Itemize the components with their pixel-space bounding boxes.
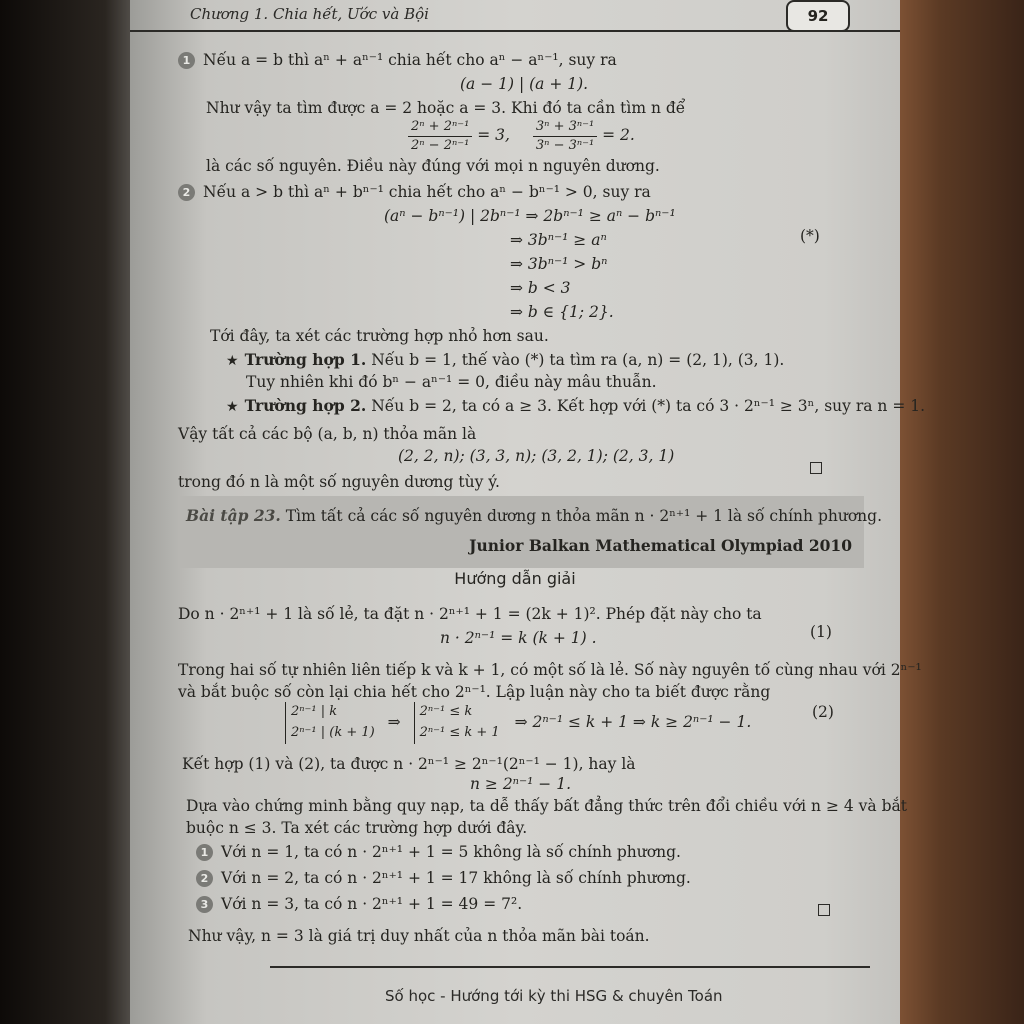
exercise-source: Junior Balkan Mathematical Olympiad 2010: [469, 536, 852, 555]
page-header: [130, 0, 900, 32]
exercise-box: [178, 496, 882, 568]
case2-chain-1: ⇒ 3bⁿ⁻¹ ≥ aⁿ: [510, 231, 607, 249]
case1-fractions: $\frac{\text{2ⁿ + 2ⁿ⁻¹}}{\text{2ⁿ − 2ⁿ⁻¹}}$ = 3, $\frac{\text{3ⁿ + 3ⁿ⁻¹}}{\text{3ⁿ − 3ⁿ⁻¹}}$ = 2.: [408, 118, 635, 154]
subcase-1-line2: Tuy nhiên khi đó bⁿ − aⁿ⁻¹ = 0, điều này mâu thuẫn.: [246, 373, 657, 391]
case1-line1: 1 Nếu a = b thì aⁿ + aⁿ⁻¹ chia hết cho aⁿ − aⁿ⁻¹, suy ra: [178, 50, 617, 71]
case1-line3: là các số nguyên. Điều này đúng với mọi n nguyên dương.: [206, 157, 660, 175]
book-page: [130, 0, 926, 1024]
case1-number: 1: [178, 52, 195, 69]
case2-chain-2: ⇒ 3bⁿ⁻¹ > bⁿ: [510, 255, 608, 273]
case2-tag: (*): [800, 227, 820, 245]
fraction-1: $\frac{\text{2ⁿ + 2ⁿ⁻¹}}{\text{2ⁿ − 2ⁿ⁻¹}}$: [408, 118, 472, 154]
case2-line2: Tới đây, ta xét các trường hợp nhỏ hơn sau.: [210, 327, 549, 345]
case2-result: (2, 2, n); (3, 3, n); (3, 2, 1); (2, 3, 1): [398, 447, 675, 465]
fraction-2: $\frac{\text{3ⁿ + 3ⁿ⁻¹}}{\text{3ⁿ − 3ⁿ⁻¹}}$: [533, 118, 597, 154]
case2-line3: Vậy tất cả các bộ (a, b, n) thỏa mãn là: [178, 425, 477, 443]
solution-eq1: n · 2ⁿ⁻¹ = k (k + 1) .: [440, 629, 597, 647]
solution-line1: Do n · 2ⁿ⁺¹ + 1 là số lẻ, ta đặt n · 2ⁿ⁺¹ + 1 = (2k + 1)². Phép đặt này cho ta: [178, 605, 762, 623]
chapter-title: Chương 1. Chia hết, Ước và Bội: [190, 5, 429, 23]
case2-line1: 2 Nếu a > b thì aⁿ + bⁿ⁻¹ chia hết cho aⁿ − bⁿ⁻¹ > 0, suy ra: [178, 182, 651, 203]
solution-case-1: 1 Với n = 1, ta có n · 2ⁿ⁺¹ + 1 = 5 không là số chính phương.: [196, 842, 681, 863]
case2-chain-0: (aⁿ − bⁿ⁻¹) | 2bⁿ⁻¹ ⇒ 2bⁿ⁻¹ ≥ aⁿ − bⁿ⁻¹: [384, 207, 676, 225]
case2-chain-3: ⇒ b < 3: [510, 279, 571, 297]
star-icon: ★: [226, 353, 239, 369]
solution-line6: buộc n ≤ 3. Ta xét các trường hợp dưới đây.: [186, 819, 528, 837]
solution-eq2: n ≥ 2ⁿ⁻¹ − 1.: [470, 775, 571, 793]
solution-line4: Kết hợp (1) và (2), ta được n · 2ⁿ⁻¹ ≥ 2ⁿ⁻¹(2ⁿ⁻¹ − 1), hay là: [182, 755, 636, 773]
exercise-label: Bài tập 23.: [186, 506, 281, 525]
solution-tag1: (1): [810, 623, 832, 641]
star-icon: ★: [226, 399, 239, 415]
solution-line3: và bắt buộc số còn lại chia hết cho 2ⁿ⁻¹. Lập luận này cho ta biết được rằng: [178, 683, 771, 701]
exercise-statement: Bài tập 23. Tìm tất cả các số nguyên dương n thỏa mãn n · 2ⁿ⁺¹ + 1 là số chính phương.: [186, 506, 882, 525]
case2-number: 2: [178, 184, 195, 201]
system-inequality: 2ⁿ⁻¹ ≤ k 2ⁿ⁻¹ ≤ k + 1: [414, 702, 500, 744]
case2-chain-4: ⇒ b ∈ {1; 2}.: [510, 303, 614, 321]
footer-text: Số học - Hướng tới kỳ thi HSG & chuyên Toán: [385, 987, 723, 1005]
case2-line4: trong đó n là một số nguyên dương tùy ý.: [178, 473, 500, 491]
case1-eq1: (a − 1) | (a + 1).: [460, 75, 589, 93]
solution-line2: Trong hai số tự nhiên liên tiếp k và k + 1, có một số là lẻ. Số này nguyên tố cùng nhau với 2ⁿ⁻¹: [178, 661, 922, 679]
footer-rule: [270, 966, 870, 988]
solution-case-3: 3 Với n = 3, ta có n · 2ⁿ⁺¹ + 1 = 49 = 7².: [196, 894, 522, 915]
solution-heading: Hướng dẫn giải: [454, 569, 576, 588]
solution-line5: Dựa vào chứng minh bằng quy nạp, ta dễ thấy bất đẳng thức trên đổi chiều với n ≥ 4 và bắt: [186, 797, 907, 815]
case1-line2: Như vậy ta tìm được a = 2 hoặc a = 3. Khi đó ta cần tìm n để: [206, 99, 686, 117]
qed-symbol: [810, 462, 822, 474]
solution-case-2: 2 Với n = 2, ta có n · 2ⁿ⁺¹ + 1 = 17 không là số chính phương.: [196, 868, 691, 889]
solution-system: 2ⁿ⁻¹ | k 2ⁿ⁻¹ | (k + 1) ⇒ 2ⁿ⁻¹ ≤ k 2ⁿ⁻¹ ≤ k + 1 ⇒ 2ⁿ⁻¹ ≤ k + 1 ⇒ k ≥ 2ⁿ⁻¹ − 1.: [285, 702, 751, 744]
qed-symbol: [818, 904, 830, 916]
solution-tag2: (2): [812, 703, 834, 721]
solution-conclusion: Như vậy, n = 3 là giá trị duy nhất của n thỏa mãn bài toán.: [188, 927, 650, 945]
subcase-1: ★ Trường hợp 1. Nếu b = 1, thế vào (*) ta tìm ra (a, n) = (2, 1), (3, 1).: [226, 350, 785, 369]
subcase-2: ★ Trường hợp 2. Nếu b = 2, ta có a ≥ 3. Kết hợp với (*) ta có 3 · 2ⁿ⁻¹ ≥ 3ⁿ, suy ra n = 1.: [226, 396, 926, 415]
system-divisibility: 2ⁿ⁻¹ | k 2ⁿ⁻¹ | (k + 1): [285, 702, 375, 744]
page-number: 92: [786, 0, 850, 32]
background-right: [884, 0, 1024, 1024]
background-left: [0, 0, 150, 1024]
